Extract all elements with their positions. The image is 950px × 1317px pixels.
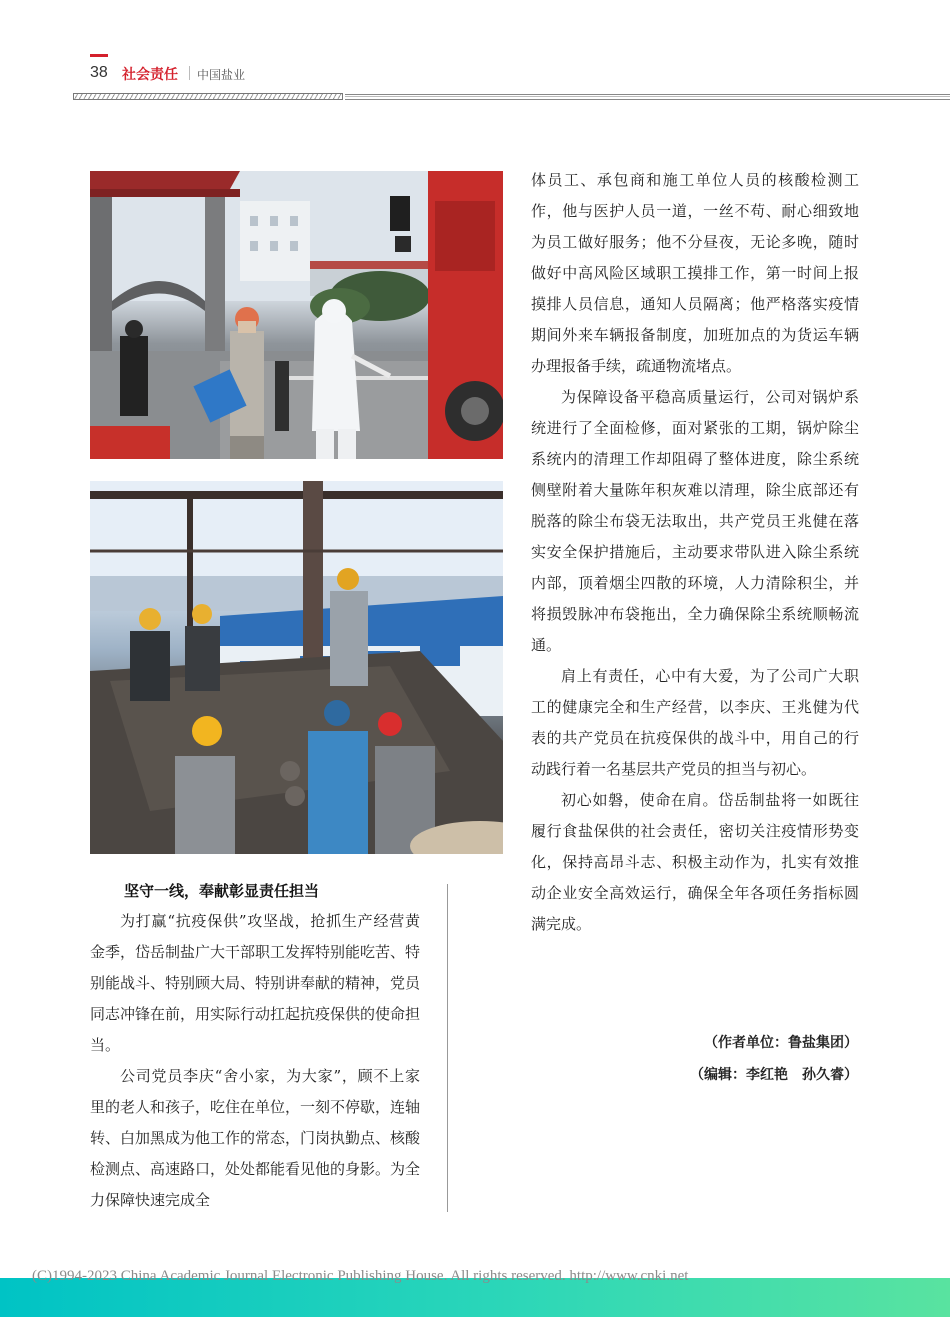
header-hatched-rule xyxy=(73,93,343,100)
paragraph: 公司党员李庆“舍小家，为大家”，顾不上家里的老人和孩子，吃住在单位，一刻不停歇，连轴转、白加黑成为他工作的常态，门岗执勤点、核酸检测点、高速路口，处处都能看见他的身影。为全力保障快速完成全 xyxy=(90,1067,421,1209)
magazine-name: 中国盐业 xyxy=(197,68,246,82)
page-number: 38 xyxy=(90,64,108,81)
photo-checkpoint-disinfection xyxy=(90,171,503,459)
section-title: 社会责任 xyxy=(122,67,178,83)
editor-credit: （编辑：李红艳 孙久睿） xyxy=(690,1067,858,1083)
paragraph: 为保障设备平稳高质量运行，公司对锅炉系统进行了全面检修，面对紧张的工期，锅炉除尘系统内的清理工作却阻碍了整体进度，除尘系统侧壁附着大量陈年积灰难以清理，除尘底部还有脱落的除尘布袋无法取出，共产党员王兆健在落实安全保护措施后，主动要求带队进入除尘系统内部，顶着烟尘四散的环境，人力清除积尘，并将损毁脉冲布袋拖出，全力确保除尘系统顺畅流通。 xyxy=(531,388,859,654)
left-column-text xyxy=(90,906,420,1216)
photo-boiler-maintenance xyxy=(90,481,503,854)
paragraph: 初心如磐，使命在肩。岱岳制盐将一如既往履行食盐保供的社会责任，密切关注疫情形势变化，保持高昂斗志、积极主动作为，扎实有效推动企业安全高效运行，确保全年各项任务指标圆满完成。 xyxy=(531,791,859,933)
header-accent-bar xyxy=(90,54,108,57)
author-unit: （作者单位：鲁盐集团） xyxy=(704,1035,858,1051)
copyright-notice: (C)1994-2023 China Academic Journal Electronic Publishing House. All rights reserved. http://www.cnki.net xyxy=(32,1268,689,1284)
column-divider xyxy=(447,884,448,1212)
header-line-rule xyxy=(345,94,950,100)
paragraph: 为打赢“抗疫保供”攻坚战，抢抓生产经营黄金季，岱岳制盐广大干部职工发挥特别能吃苦、特别能战斗、特别顾大局、特别讲奉献的精神，党员同志冲锋在前，用实际行动扛起抗疫保供的使命担当。 xyxy=(90,912,421,1054)
paragraph: 体员工、承包商和施工单位人员的核酸检测工作，他与医护人员一道，一丝不苟、耐心细致地为员工做好服务；他不分昼夜，无论多晚，随时做好中高风险区域职工摸排工作，第一时间上报摸排人员信息，通知人员隔离；他严格落实疫情期间外来车辆报备制度，加班加点的为货运车辆办理报备手续，疏通物流堵点。 xyxy=(531,171,859,375)
header-divider xyxy=(189,66,190,80)
right-column-text xyxy=(531,165,859,940)
section-subheading: 坚守一线，奉献彰显责任担当 xyxy=(124,882,320,900)
paragraph: 肩上有责任，心中有大爱，为了公司广大职工的健康完全和生产经营，以李庆、王兆健为代表的共产党员在抗疫保供的战斗中，用自己的行动践行着一名基层共产党员的担当与初心。 xyxy=(531,667,859,778)
